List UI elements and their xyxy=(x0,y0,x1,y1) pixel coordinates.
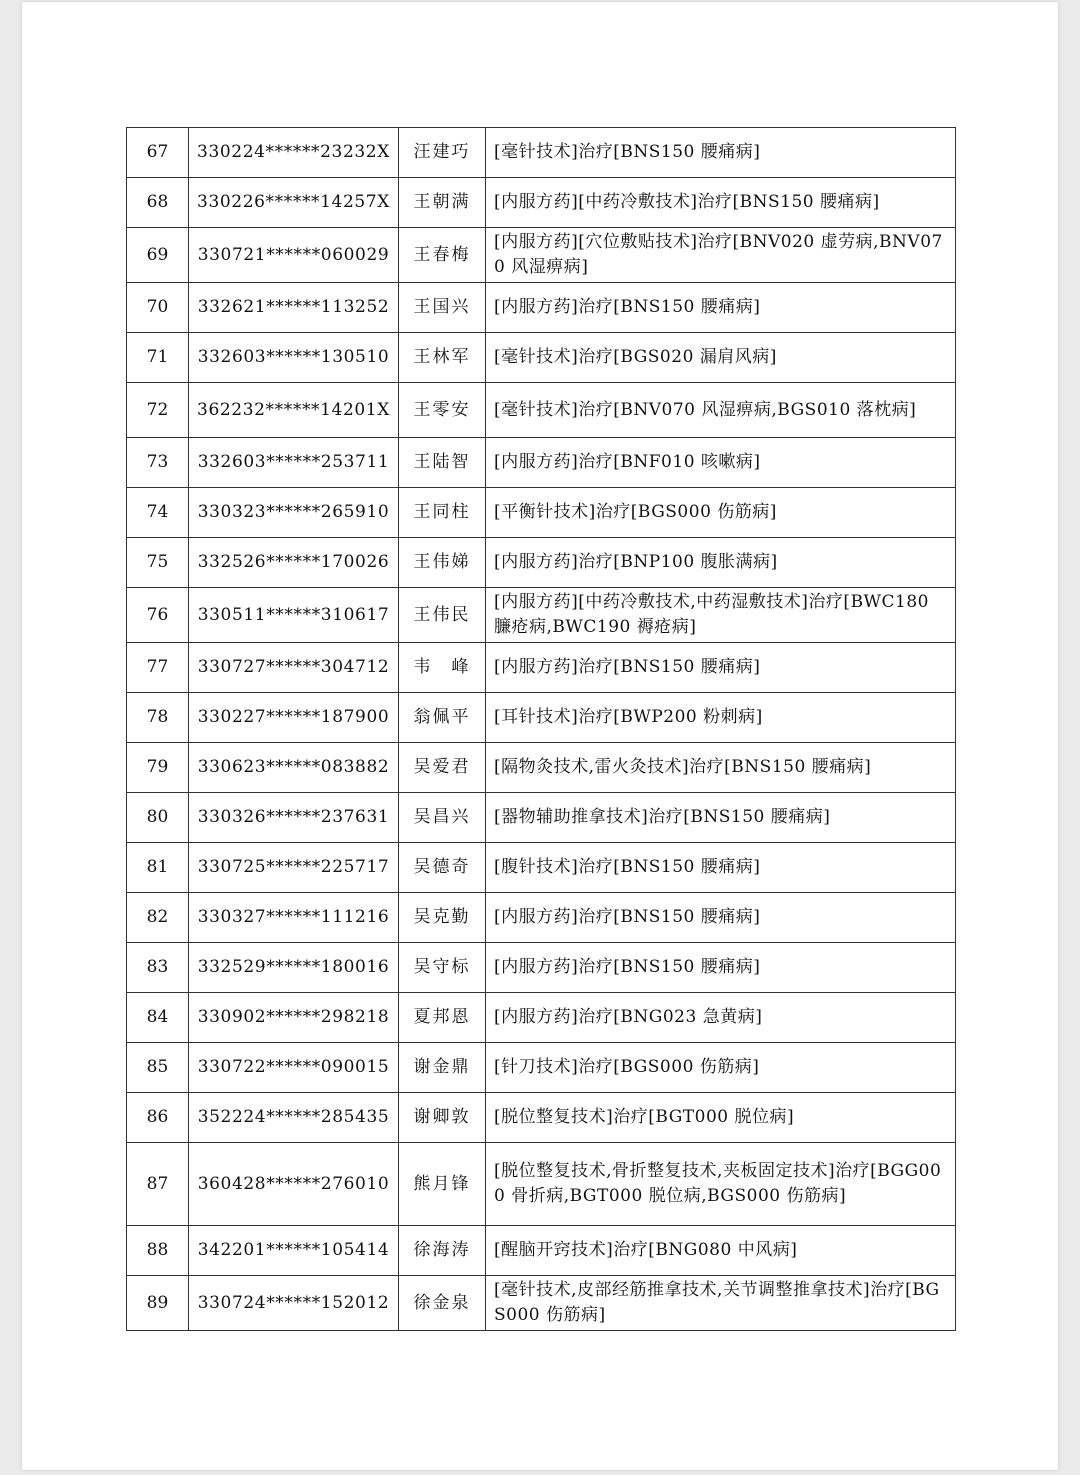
table-row xyxy=(127,438,956,488)
person-name: 徐海涛 xyxy=(399,1226,486,1276)
row-number: 84 xyxy=(127,993,189,1043)
treatment-item: [毫针技术]治疗[BGS020 漏肩风病] xyxy=(486,333,956,383)
row-number: 78 xyxy=(127,693,189,743)
records-table-body xyxy=(127,128,956,1331)
row-number: 87 xyxy=(127,1143,189,1226)
table-row xyxy=(127,283,956,333)
row-number: 80 xyxy=(127,793,189,843)
id-number: 330327******111216 xyxy=(189,893,399,943)
table-row xyxy=(127,1093,956,1143)
person-name: 王春梅 xyxy=(399,228,486,283)
treatment-item: [内服方药]治疗[BNS150 腰痛病] xyxy=(486,893,956,943)
person-name: 徐金泉 xyxy=(399,1276,486,1331)
person-name: 王朝满 xyxy=(399,178,486,228)
table-row xyxy=(127,893,956,943)
person-name: 熊月锋 xyxy=(399,1143,486,1226)
person-name: 吴德奇 xyxy=(399,843,486,893)
table-row xyxy=(127,693,956,743)
person-name: 韦 峰 xyxy=(399,643,486,693)
treatment-item: [平衡针技术]治疗[BGS000 伤筋病] xyxy=(486,488,956,538)
person-name: 王伟民 xyxy=(399,588,486,643)
person-name: 夏邦恩 xyxy=(399,993,486,1043)
row-number: 68 xyxy=(127,178,189,228)
treatment-item: [内服方药][中药冷敷技术]治疗[BNS150 腰痛病] xyxy=(486,178,956,228)
id-number: 332603******253711 xyxy=(189,438,399,488)
id-number: 330226******14257X xyxy=(189,178,399,228)
treatment-item: [内服方药]治疗[BNS150 腰痛病] xyxy=(486,943,956,993)
id-number: 360428******276010 xyxy=(189,1143,399,1226)
row-number: 83 xyxy=(127,943,189,993)
person-name: 吴爱君 xyxy=(399,743,486,793)
treatment-item: [腹针技术]治疗[BNS150 腰痛病] xyxy=(486,843,956,893)
treatment-item: [内服方药]治疗[BNP100 腹胀满病] xyxy=(486,538,956,588)
id-number: 330227******187900 xyxy=(189,693,399,743)
table-row xyxy=(127,333,956,383)
treatment-item: [毫针技术,皮部经筋推拿技术,关节调整推拿技术]治疗[BGS000 伤筋病] xyxy=(486,1276,956,1331)
row-number: 67 xyxy=(127,128,189,178)
table-row xyxy=(127,643,956,693)
table-row xyxy=(127,1043,956,1093)
records-table xyxy=(126,127,956,1331)
id-number: 330224******23232X xyxy=(189,128,399,178)
treatment-item: [内服方药]治疗[BNG023 急黄病] xyxy=(486,993,956,1043)
treatment-item: [隔物灸技术,雷火灸技术]治疗[BNS150 腰痛病] xyxy=(486,743,956,793)
treatment-item: [醒脑开窍技术]治疗[BNG080 中风病] xyxy=(486,1226,956,1276)
treatment-item: [脱位整复技术]治疗[BGT000 脱位病] xyxy=(486,1093,956,1143)
table-row xyxy=(127,488,956,538)
table-row xyxy=(127,1276,956,1331)
row-number: 70 xyxy=(127,283,189,333)
id-number: 330722******090015 xyxy=(189,1043,399,1093)
id-number: 332529******180016 xyxy=(189,943,399,993)
person-name: 谢卿敦 xyxy=(399,1093,486,1143)
table-row xyxy=(127,538,956,588)
id-number: 330902******298218 xyxy=(189,993,399,1043)
table-row xyxy=(127,128,956,178)
id-number: 330727******304712 xyxy=(189,643,399,693)
table-row xyxy=(127,178,956,228)
id-number: 330511******310617 xyxy=(189,588,399,643)
id-number: 330323******265910 xyxy=(189,488,399,538)
row-number: 76 xyxy=(127,588,189,643)
id-number: 330623******083882 xyxy=(189,743,399,793)
row-number: 73 xyxy=(127,438,189,488)
treatment-item: [脱位整复技术,骨折整复技术,夹板固定技术]治疗[BGG000 骨折病,BGT000 脱位病,BGS000 伤筋病] xyxy=(486,1143,956,1226)
person-name: 王同柱 xyxy=(399,488,486,538)
row-number: 77 xyxy=(127,643,189,693)
treatment-item: [内服方药]治疗[BNF010 咳嗽病] xyxy=(486,438,956,488)
treatment-item: [内服方药]治疗[BNS150 腰痛病] xyxy=(486,643,956,693)
person-name: 王陆智 xyxy=(399,438,486,488)
id-number: 352224******285435 xyxy=(189,1093,399,1143)
person-name: 王伟娣 xyxy=(399,538,486,588)
table-row xyxy=(127,228,956,283)
treatment-item: [毫针技术]治疗[BNS150 腰痛病] xyxy=(486,128,956,178)
row-number: 82 xyxy=(127,893,189,943)
person-name: 翁佩平 xyxy=(399,693,486,743)
row-number: 89 xyxy=(127,1276,189,1331)
row-number: 69 xyxy=(127,228,189,283)
table-row xyxy=(127,383,956,438)
row-number: 86 xyxy=(127,1093,189,1143)
id-number: 330326******237631 xyxy=(189,793,399,843)
id-number: 330721******060029 xyxy=(189,228,399,283)
table-row xyxy=(127,743,956,793)
treatment-item: [内服方药][中药冷敷技术,中药湿敷技术]治疗[BWC180 臁疮病,BWC190 褥疮病] xyxy=(486,588,956,643)
treatment-item: [内服方药]治疗[BNS150 腰痛病] xyxy=(486,283,956,333)
treatment-item: [器物辅助推拿技术]治疗[BNS150 腰痛病] xyxy=(486,793,956,843)
person-name: 吴昌兴 xyxy=(399,793,486,843)
person-name: 吴克勤 xyxy=(399,893,486,943)
treatment-item: [耳针技术]治疗[BWP200 粉刺病] xyxy=(486,693,956,743)
person-name: 王零安 xyxy=(399,383,486,438)
person-name: 王国兴 xyxy=(399,283,486,333)
table-row xyxy=(127,793,956,843)
row-number: 72 xyxy=(127,383,189,438)
id-number: 342201******105414 xyxy=(189,1226,399,1276)
id-number: 332621******113252 xyxy=(189,283,399,333)
row-number: 74 xyxy=(127,488,189,538)
row-number: 85 xyxy=(127,1043,189,1093)
person-name: 谢金鼎 xyxy=(399,1043,486,1093)
table-row xyxy=(127,588,956,643)
table-row xyxy=(127,993,956,1043)
document-page xyxy=(22,2,1058,1470)
treatment-item: [毫针技术]治疗[BNV070 风湿痹病,BGS010 落枕病] xyxy=(486,383,956,438)
id-number: 330724******152012 xyxy=(189,1276,399,1331)
table-row xyxy=(127,943,956,993)
row-number: 71 xyxy=(127,333,189,383)
table-row xyxy=(127,843,956,893)
row-number: 88 xyxy=(127,1226,189,1276)
person-name: 王林军 xyxy=(399,333,486,383)
id-number: 330725******225717 xyxy=(189,843,399,893)
row-number: 79 xyxy=(127,743,189,793)
person-name: 汪建巧 xyxy=(399,128,486,178)
id-number: 332603******130510 xyxy=(189,333,399,383)
row-number: 75 xyxy=(127,538,189,588)
table-row xyxy=(127,1226,956,1276)
treatment-item: [针刀技术]治疗[BGS000 伤筋病] xyxy=(486,1043,956,1093)
person-name: 吴守标 xyxy=(399,943,486,993)
id-number: 332526******170026 xyxy=(189,538,399,588)
id-number: 362232******14201X xyxy=(189,383,399,438)
table-row xyxy=(127,1143,956,1226)
treatment-item: [内服方药][穴位敷贴技术]治疗[BNV020 虚劳病,BNV070 风湿痹病] xyxy=(486,228,956,283)
row-number: 81 xyxy=(127,843,189,893)
